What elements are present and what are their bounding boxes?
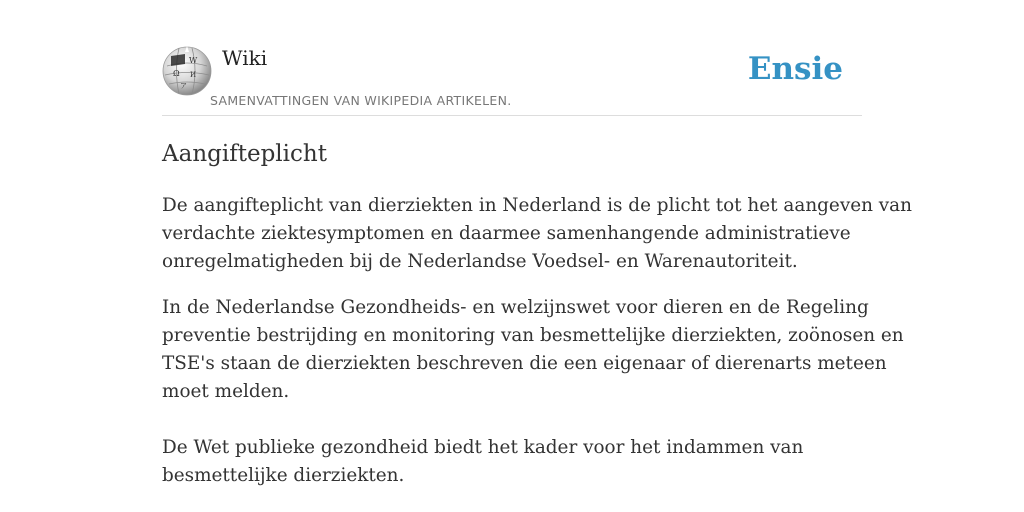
svg-text:ア: ア <box>180 82 187 90</box>
paragraph-line: De Wet publieke gezondheid biedt het kader voor het indammen van <box>162 437 804 458</box>
svg-text:W: W <box>189 56 198 65</box>
paragraph-line: TSE's staan de dierziekten beschreven die een eigenaar of dierenarts meteen <box>162 353 887 374</box>
paragraph-line: besmettelijke dierziekten. <box>162 465 405 486</box>
svg-text:Ω: Ω <box>173 69 180 78</box>
site-name[interactable]: Wiki <box>222 46 268 70</box>
site-tagline: SAMENVATTINGEN VAN WIKIPEDIA ARTIKELEN. <box>210 93 512 108</box>
paragraph-line: In de Nederlandse Gezondheids- en welzijnswet voor dieren en de Regeling <box>162 297 869 318</box>
article-title: Aangifteplicht <box>162 141 327 167</box>
paragraph-line: moet melden. <box>162 381 290 402</box>
page <box>162 0 912 512</box>
site-header <box>162 0 862 116</box>
article-paragraph-3 <box>162 434 862 490</box>
paragraph-line: preventie bestrijding en monitoring van besmettelijke dierziekten, zoönosen en <box>162 325 904 346</box>
paragraph-line: onregelmatigheden bij de Nederlandse Voedsel- en Warenautoriteit. <box>162 251 798 272</box>
paragraph-line: De aangifteplicht van dierziekten in Nederland is de plicht tot het aangeven van <box>162 195 912 216</box>
svg-text:И: И <box>190 71 197 79</box>
paragraph-line: verdachte ziektesymptomen en daarmee samenhangende administratieve <box>162 223 851 244</box>
article-paragraph-2 <box>162 294 904 406</box>
brand-logo-link[interactable]: Ensie <box>747 51 843 87</box>
article-paragraph-1 <box>162 192 912 276</box>
wikipedia-globe-icon[interactable] <box>162 46 212 96</box>
